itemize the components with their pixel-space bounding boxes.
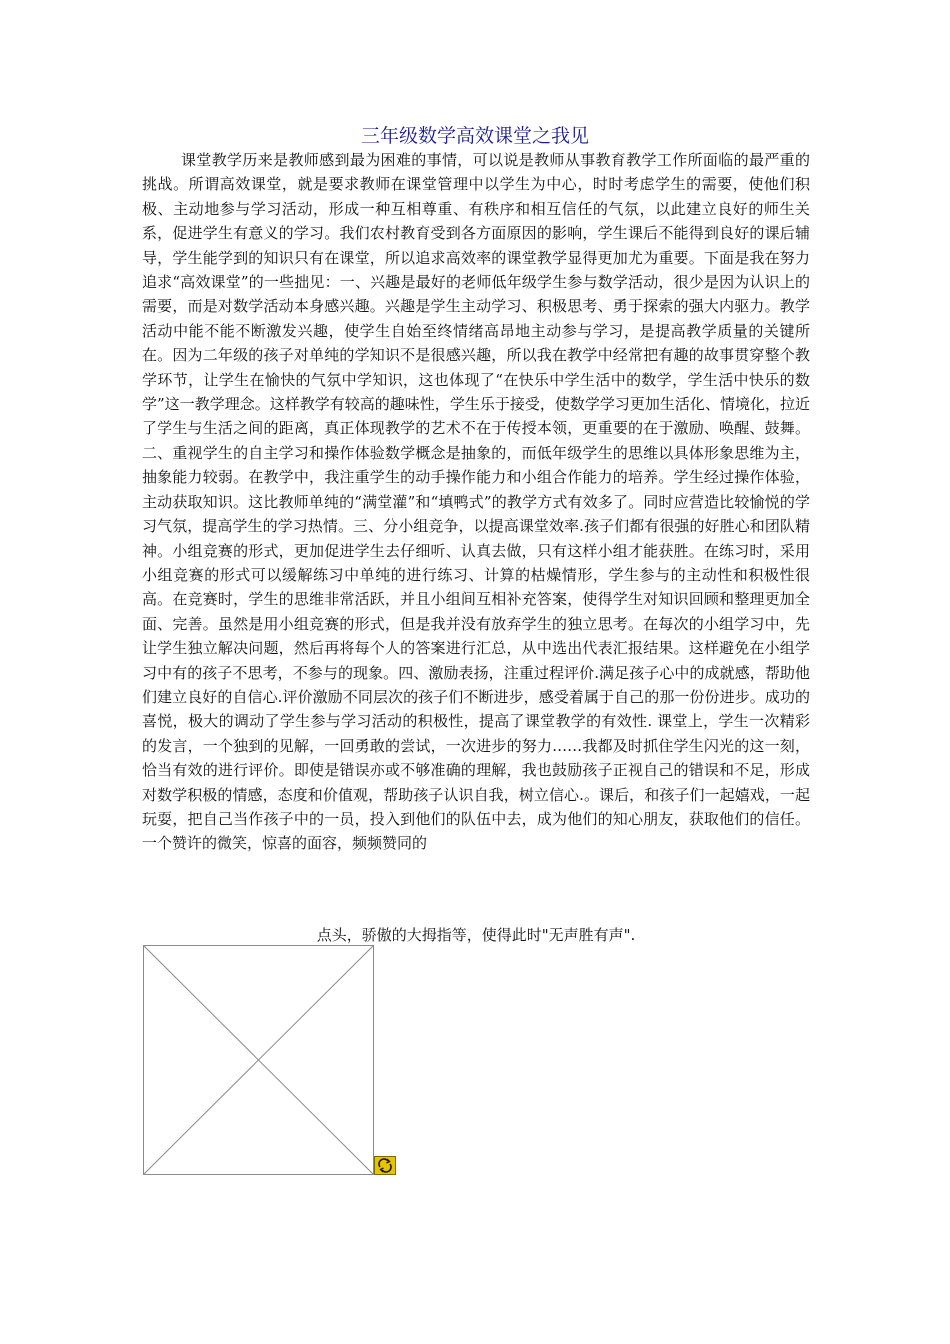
broken-image-placeholder-icon [143, 945, 374, 1175]
document-body: 课堂教学历来是教师感到最为困难的事情，可以说是教师从事教育教学工作所面临的最严重的挑战。所谓高效课堂，就是要求教师在课堂管理中以学生为中心，时时考虑学生的需要，使他们积极、主动地参与学习活动，形成一种互相尊重、有秩序和相互信任的气氛，以此建立良好的师生关系，促进学生有意义的学习。我们农村教育受到各方面原因的影响，学生课后不能得到良好的课后辅导，学生能学到的知识只有在课堂，所以追求高效率的课堂教学显得更加尤为重要。下面是我在努力追求“高效课堂”的一些拙见：一、兴趣是最好的老师低年级学生参与数学活动，很少是因为认识上的需要，而是对数学活动本身感兴趣。兴趣是学生主动学习、积极思考、勇于探索的强大内驱力。教学活动中能不能不断激发兴趣，使学生自始至终情绪高昂地主动参与学习，是提高教学质量的关键所在。因为二年级的孩子对单纯的学知识不是很感兴趣，所以我在教学中经常把有趣的故事贯穿整个教学环节，让学生在愉快的气氛中学知识，这也体现了“在快乐中学生活中的数学，学生活中快乐的数学”这一教学理念。这样教学有较高的趣味性，学生乐于接受，使数学学习更加生活化、情境化，拉近了学生与生活之间的距离，真正体现教学的艺术不在于传授本领，更重要的在于激励、唤醒、鼓舞。二、重视学生的自主学习和操作体验数学概念是抽象的，而低年级学生的思维以具体形象思维为主，抽象能力较弱。在教学中，我注重学生的动手操作能力和小组合作能力的培养。学生经过操作体验，主动获取知识。这比教师单纯的“满堂灌”和“填鸭式”的教学方式有效多了。同时应营造比较愉悦的学习气氛，提高学生的学习热情。三、分小组竞争，以提高课堂效率.孩子们都有很强的好胜心和团队精神。小组竞赛的形式，更加促进学生去仔细听、认真去做，只有这样小组才能获胜。在练习时，采用小组竞赛的形式可以缓解练习中单纯的进行练习、计算的枯燥情形，学生参与的主动性和积极性很高。在竞赛时，学生的思维非常活跃，并且小组间互相补充答案，使得学生对知识回顾和整理更加全面、完善。虽然是用小组竞赛的形式，但是我并没有放弃学生的独立思考。在每次的小组学习中，先让学生独立解决问题，然后再将每个人的答案进行汇总，从中选出代表汇报结果。这样避免在小组学习中有的孩子不思考，不参与的现象。四、激励表扬，注重过程评价.满足孩子心中的成就感，帮助他们建立良好的自信心.评价激励不同层次的孩子们不断进步，感受着属于自己的那一份份进步。成功的喜悦，极大的调动了学生参与学习活动的积极性，提高了课堂教学的有效性. 课堂上，学生一次精彩的发言，一个独到的见解，一回勇敢的尝试，一次进步的努力……我都及时抓住学生闪光的这一刻，恰当有效的进行评价。即使是错误亦或不够准确的理解，我也鼓励孩子正视自己的错误和不足，形成对数学积极的情感，态度和价值观，帮助孩子认识自我，树立信心.。课后，和孩子们一起嬉戏，一起玩耍，把自己当作孩子中的一员，投入到他们的队伍中去，成为他们的知心朋友，获取他们的信任。一个赞许的微笑，惊喜的面容，频频赞同的 [142, 151, 810, 853]
document-last-line: 点头，骄傲的大拇指等，使得此时"无声胜有声". [316, 926, 636, 944]
refresh-image-icon[interactable] [374, 1156, 396, 1175]
document-title: 三年级数学高效课堂之我见 [360, 125, 589, 147]
